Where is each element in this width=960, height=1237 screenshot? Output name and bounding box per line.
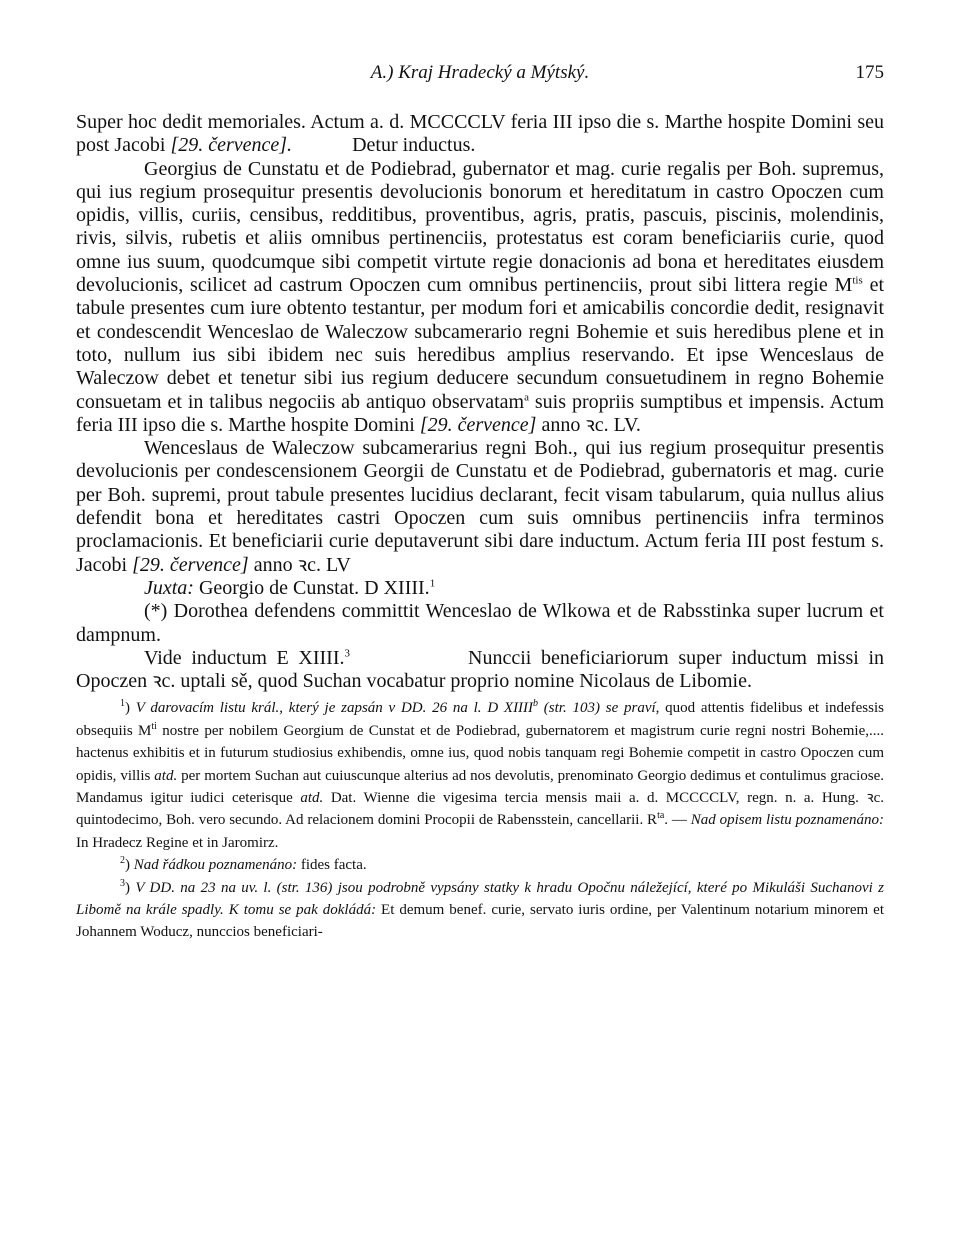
superscript: a bbox=[524, 390, 529, 403]
footnote-ref: 1 bbox=[429, 577, 436, 590]
footnote-2: $^2$) Nad řádkou poznamenáno: fides facta. bbox=[120, 855, 367, 874]
footnote-italic: Nad řádkou poznamenáno: bbox=[133, 857, 298, 874]
page-header bbox=[76, 62, 884, 92]
page-number: 175 bbox=[855, 62, 884, 83]
superscript: ta bbox=[657, 810, 665, 822]
date-note: [29. července]. bbox=[170, 134, 293, 157]
footnote-mark: 3 bbox=[120, 877, 125, 889]
paragraph-georgius bbox=[76, 158, 884, 438]
footnote-italic: atd. bbox=[154, 767, 178, 784]
text: Nunccii beneficiariorum super inductum missi in Opoczen ꝛc. uptali sě, quod Suchan vocabatur proprio nomine Nicolaus de Libomie. bbox=[76, 646, 885, 693]
text: per mortem Suchan aut cuiuscunque alterius ad nos devolutis, prenominato Georgio dedimus et contulimus graciose. Mandamus igitur iudici ceterisque bbox=[76, 767, 884, 807]
superscript: b bbox=[533, 698, 539, 710]
text: quod attentis fidelibus et indefessis obsequiis M bbox=[76, 700, 884, 739]
footnote-italic: (str. 103) se praví, bbox=[538, 700, 660, 717]
text: . — bbox=[664, 812, 691, 829]
paragraph-wenceslaus bbox=[76, 437, 884, 577]
text: In Hradecz Regine et in Jaromirz. bbox=[76, 834, 279, 851]
footnote-mark: 2 bbox=[120, 855, 125, 867]
footnote-mark: 1 bbox=[120, 698, 125, 710]
footnote-ref: 3 bbox=[344, 647, 351, 660]
text: fides facta. bbox=[297, 857, 367, 874]
text: anno ꝛc. LV bbox=[248, 553, 351, 576]
paragraph-dorothea bbox=[76, 600, 884, 647]
footnote-3: $^3$) V DD. na 23 na uv. l. (str. 136) jsou podrobně vypsány statky k hradu Opočnu náležející, které po Mikuláši Suchanovi z Libomě na krále spadly. K tomu se pak dokládá: Et demum benef. curie, servato iuris ordine, per Valentinum notarium minorem et Johannem Woducz, nunccios beneficiari- bbox=[76, 877, 884, 941]
text: Dat. Wienne die vigesima tercia mensis maii a. d. MCCCCLV, regn. n. a. Hung. ꝛc. quintodecimo, Boh. vero secundo. Ad relacionem domini Procopii de Rabensstein, cancellarii. R bbox=[76, 790, 884, 829]
footnote-italic: Nad opisem listu poznamenáno: bbox=[690, 812, 884, 829]
text: Georgio de Cunstat. D XIIII. bbox=[193, 576, 430, 599]
paragraph-juxta bbox=[76, 577, 884, 600]
text: Vide inductum E XIIII. bbox=[144, 646, 345, 669]
footnote-italic: V darovacím listu král., který je zapsán v DD. 26 na l. D XIIII bbox=[135, 700, 534, 717]
text: Et demum benef. curie, servato iuris ordine, per Valentinum notarium minorem et Johannem Woducz, nunccios beneficiari- bbox=[76, 902, 884, 941]
text: Wenceslaus de Waleczow subcamerarius regni Boh., qui ius regium prosequitur presentis devolucionis per condescensionem Georgii de Cunstatu et de Podiebrad, gubernatoris et mag. curie per Boh. supremi, prout tabule presentes lucidius declarant, fecit visam tabularum, quia nullus alius defendit bona et hereditates castri Opoczen cum suis omnibus pertinenciis infra terminos proclamacionis. Et beneficiarii curie deputaverunt sibi dare inductum. Actum feria III post festum s. Jacobi bbox=[76, 437, 884, 576]
footnote-italic: V DD. na 23 na uv. l. (str. 136) jsou podrobně vypsány statky k hradu Opočnu náležející, které po Mikuláši Suchanovi z Libomě na krále spadly. K tomu se pak dokládá: bbox=[76, 879, 884, 919]
footnote-1: $^1$) V darovacím listu král., který je zapsán v DD. 26 na l. D XIIII$^b$ (str. 103) se praví, quod attentis fidelibus et indefessis obsequiis $M^{ti}$ nostre per nobilem Georgium de Cunstat et de Podiebrad, gubernatorem et magistrum curie regni nostri Bohemie,.... hactenus exhibitis et in futurum studiosius exhibendis, omne ius, quod nobis tanquam regi Bohemie competit in castro Opoczen cum opidis, villis atd. per mortem Suchan aut cuiuscunque alterius ad nos devolutis, prenominato Georgio dedimus et contulimus graciose. Mandamus igitur iudici ceterisque atd. Dat. Wienne die vigesima tercia mensis maii a. d. MCCCCLV, regn. n. a. Hung. ꝛc. quintodecimo, Boh. vero secundo. Ad relacionem domini Procopii de Rabensstein, cancellarii. $R^{ta}$. — Nad opisem listu poznamenáno: In Hradecz Regine et in Jaromirz. bbox=[76, 698, 884, 851]
text: et tabule presentes cum iure obtento testantur, per modum fori et amicabilis concordie dedit, resignavit et condescendit Wenceslao de Waleczow subcamerario regni Bohemie et suis heredibus plene et in toto, nullum ius sibi ibidem nec suis heredibus amplius reservando. Et ipse Wenceslaus de Waleczow debet et tenetur sibi ius regium deducere secundum consuetudinem in regno Bohemie consuetam et in talibus negociis ab antiquo observatam bbox=[76, 274, 885, 413]
running-title: A.) Kraj Hradecký a Mýtský. bbox=[370, 62, 590, 83]
text: (*) Dorothea defendens committit Wenceslao de Wlkowa et de Rabsstinka super lucrum et dampnum. bbox=[76, 600, 884, 646]
text: Detur inductus. bbox=[352, 134, 476, 157]
page bbox=[76, 62, 884, 944]
juxta-label: Juxta: bbox=[144, 576, 194, 599]
paragraph-vide bbox=[76, 647, 884, 694]
date-note: [29. července] bbox=[132, 553, 249, 576]
text: suis propriis sumptibus et impensis. Actum feria III ipso die s. Marthe hospite Domini bbox=[76, 390, 885, 436]
footnotes bbox=[76, 697, 884, 943]
main-text bbox=[76, 111, 884, 693]
paragraph-memoriales bbox=[76, 111, 884, 158]
date-note: [29. července] bbox=[419, 413, 537, 436]
text: anno ꝛc. LV. bbox=[536, 413, 641, 436]
footnote-italic: atd. bbox=[300, 790, 324, 807]
text: Super hoc dedit memoriales. Actum a. d. MCCCCLV feria III ipso die s. Marthe hospite Domini seu post Jacobi bbox=[76, 111, 884, 157]
text: nostre per nobilem Georgium de Cunstat et de Podiebrad, gubernatorem et magistrum curie regni nostri Bohemie,.... hactenus exhibitis et in futurum studiosius exhibendis, omne ius, quod nobis tanquam regi Bohemie competit in castro Opoczen cum opidis, villis bbox=[76, 722, 884, 784]
superscript: ti bbox=[151, 720, 157, 732]
superscript: tis bbox=[852, 274, 863, 287]
text: Georgius de Cunstatu et de Podiebrad, gubernator et mag. curie regalis per Boh. supremus, qui ius regium prosequitur presentis devolucionis bonorum et hereditatum in castro Opoczen cum opidis, villis, curiis, censibus, redditibus, proventibus, agris, pratis, pascuis, piscinis, molendinis, rivis, silvis, rubetis et aliis omnibus pertinenciis, protestatus est coram beneficiariis curie, quod omne ius suum, quodcumque sibi competit virtute regie donacionis ad bona et hereditates eiusdem devolucionis, scilicet ad castrum Opoczen cum omnibus pertinenciis, prout sibi littera regie M bbox=[76, 157, 884, 297]
